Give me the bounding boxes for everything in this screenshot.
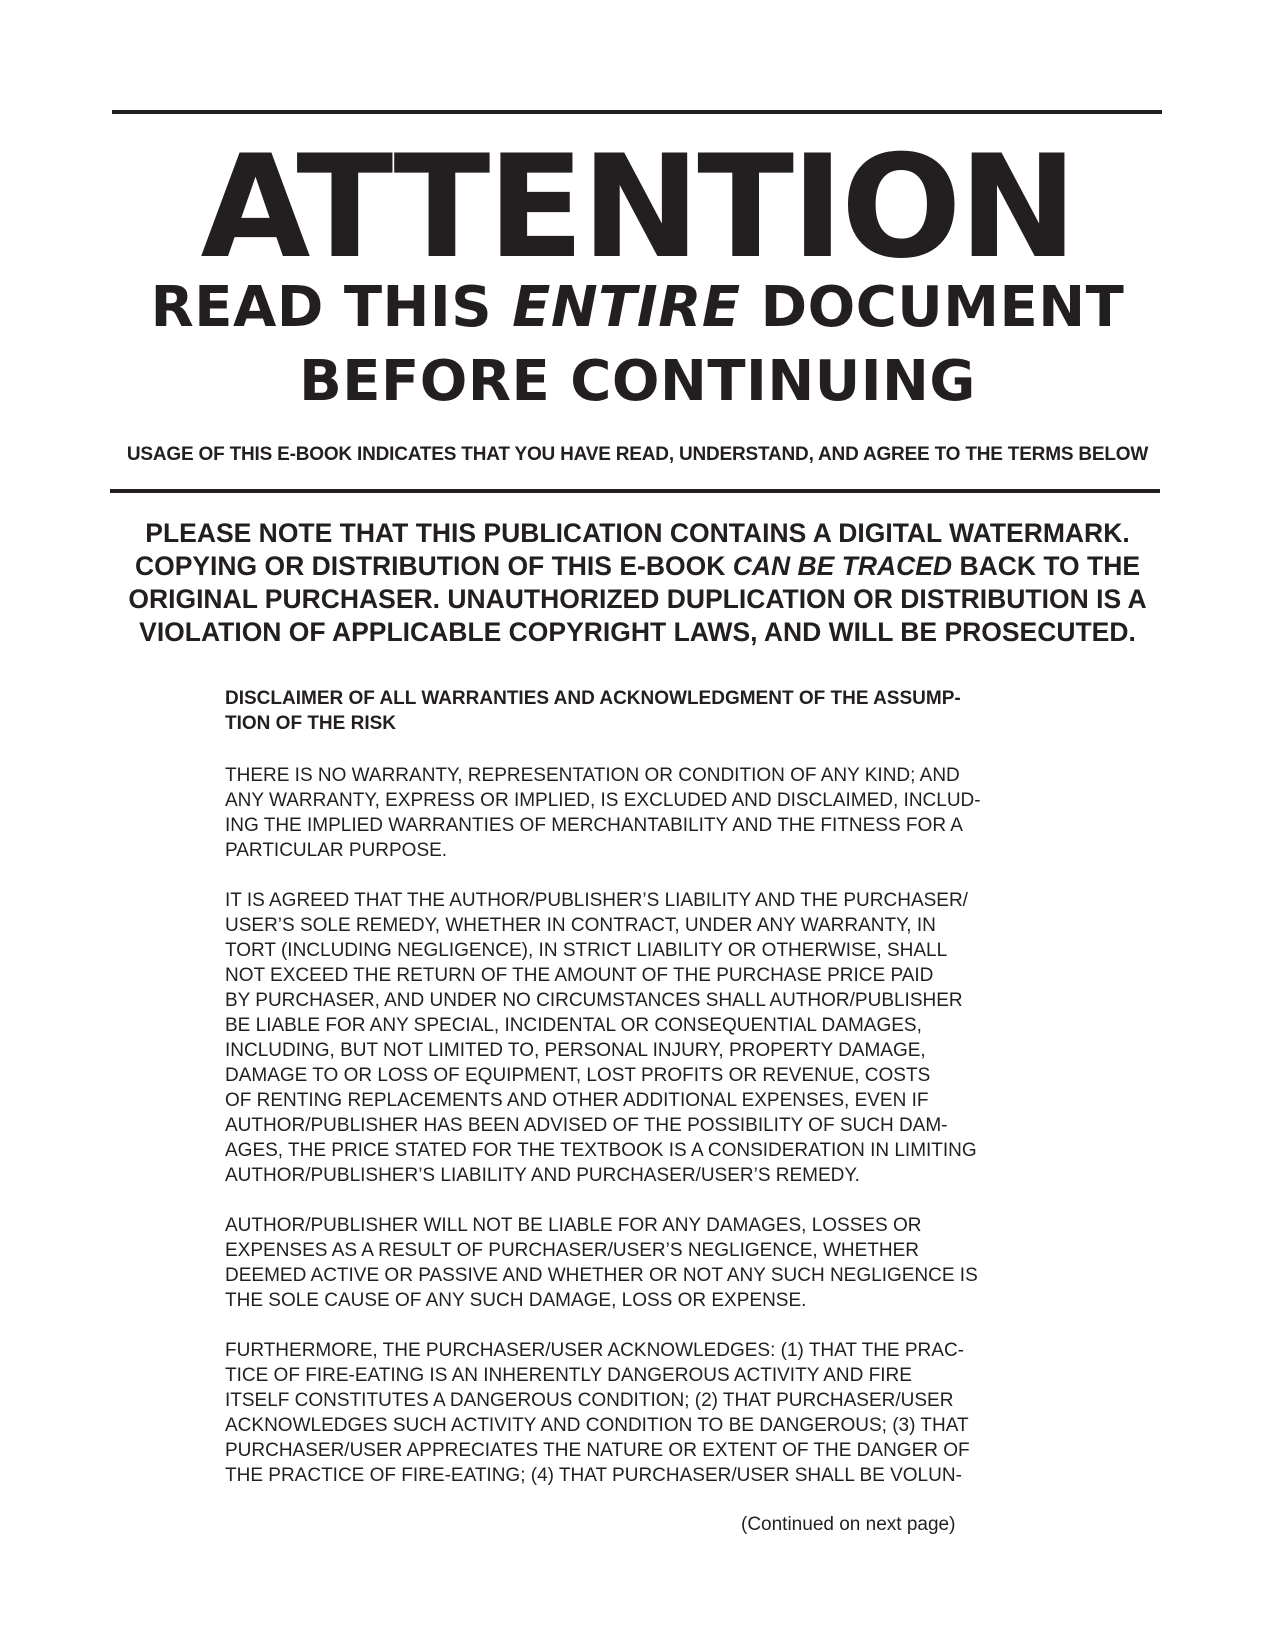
disclaimer-paragraph-1 xyxy=(225,763,1075,863)
paragraph-line: THE SOLE CAUSE OF ANY SUCH DAMAGE, LOSS OR EXPENSE. xyxy=(225,1290,807,1311)
continued-note: (Continued on next page) xyxy=(741,1514,956,1535)
paragraph-line: FURTHERMORE, THE PURCHASER/USER ACKNOWLEDGES: (1) THAT THE PRAC- xyxy=(225,1340,964,1361)
paragraph-line: TORT (INCLUDING NEGLIGENCE), IN STRICT LIABILITY OR OTHERWISE, SHALL xyxy=(225,940,948,961)
disclaimer-paragraph-2 xyxy=(225,888,1075,1188)
subtitle-line-1 xyxy=(0,272,1275,344)
paragraph-line: USER’S SOLE REMEDY, WHETHER IN CONTRACT, UNDER ANY WARRANTY, IN xyxy=(225,915,936,936)
paragraph-line: ING THE IMPLIED WARRANTIES OF MERCHANTABILITY AND THE FITNESS FOR A xyxy=(225,815,963,836)
paragraph-line: THE PRACTICE OF FIRE-EATING; (4) THAT PURCHASER/USER SHALL BE VOLUN- xyxy=(225,1465,962,1486)
paragraph-line: AUTHOR/PUBLISHER WILL NOT BE LIABLE FOR ANY DAMAGES, LOSSES OR xyxy=(225,1215,922,1236)
top-rule xyxy=(112,110,1162,114)
notice-line: VIOLATION OF APPLICABLE COPYRIGHT LAWS, AND WILL BE PROSECUTED. xyxy=(139,617,1136,647)
heading-line: DISCLAIMER OF ALL WARRANTIES AND ACKNOWLEDGMENT OF THE ASSUMP- xyxy=(225,688,961,709)
usage-statement: USAGE OF THIS E-BOOK INDICATES THAT YOU HAVE READ, UNDERSTAND, AND AGREE TO THE TERMS BELOW xyxy=(126,444,1149,465)
disclaimer-heading xyxy=(225,686,1075,736)
page-title: ATTENTION xyxy=(200,125,1075,290)
paragraph-line: BY PURCHASER, AND UNDER NO CIRCUMSTANCES SHALL AUTHOR/PUBLISHER xyxy=(225,990,963,1011)
paragraph-line: NOT EXCEED THE RETURN OF THE AMOUNT OF THE PURCHASE PRICE PAID xyxy=(225,965,934,986)
heading-line: TION OF THE RISK xyxy=(225,713,396,734)
notice-line: ORIGINAL PURCHASER. UNAUTHORIZED DUPLICATION OR DISTRIBUTION IS A xyxy=(128,584,1147,614)
paragraph-line: ITSELF CONSTITUTES A DANGEROUS CONDITION; (2) THAT PURCHASER/USER xyxy=(225,1390,954,1411)
paragraph-line: DAMAGE TO OR LOSS OF EQUIPMENT, LOST PROFITS OR REVENUE, COSTS xyxy=(225,1065,931,1086)
subtitle-pre: READ THIS xyxy=(150,275,513,340)
paragraph-line: AUTHOR/PUBLISHER’S LIABILITY AND PURCHASER/USER’S REMEDY. xyxy=(225,1165,860,1186)
subtitle-emphasis: ENTIRE xyxy=(512,275,741,340)
paragraph-line: TICE OF FIRE-EATING IS AN INHERENTLY DANGEROUS ACTIVITY AND FIRE xyxy=(225,1365,912,1386)
paragraph-line: EXPENSES AS A RESULT OF PURCHASER/USER’S NEGLIGENCE, WHETHER xyxy=(225,1240,920,1261)
paragraph-line: THERE IS NO WARRANTY, REPRESENTATION OR CONDITION OF ANY KIND; AND xyxy=(225,765,960,786)
paragraph-line: AUTHOR/PUBLISHER HAS BEEN ADVISED OF THE POSSIBILITY OF SUCH DAM- xyxy=(225,1115,948,1136)
subtitle-post: DOCUMENT xyxy=(740,275,1125,340)
paragraph-line: INCLUDING, BUT NOT LIMITED TO, PERSONAL INJURY, PROPERTY DAMAGE, xyxy=(225,1040,926,1061)
disclaimer-paragraph-3 xyxy=(225,1213,1075,1313)
disclaimer-paragraph-4 xyxy=(225,1338,1075,1488)
divider-rule xyxy=(110,489,1160,493)
notice-line-post: BACK TO THE xyxy=(952,551,1141,581)
paragraph-line: DEEMED ACTIVE OR PASSIVE AND WHETHER OR NOT ANY SUCH NEGLIGENCE IS xyxy=(225,1265,978,1286)
notice-line xyxy=(0,550,1275,583)
paragraph-line: OF RENTING REPLACEMENTS AND OTHER ADDITIONAL EXPENSES, EVEN IF xyxy=(225,1090,929,1111)
notice-line: PLEASE NOTE THAT THIS PUBLICATION CONTAINS A DIGITAL WATERMARK. xyxy=(145,518,1130,548)
paragraph-line: PURCHASER/USER APPRECIATES THE NATURE OR EXTENT OF THE DANGER OF xyxy=(225,1440,970,1461)
paragraph-line: AGES, THE PRICE STATED FOR THE TEXTBOOK IS A CONSIDERATION IN LIMITING xyxy=(225,1140,977,1161)
paragraph-line: ANY WARRANTY, EXPRESS OR IMPLIED, IS EXCLUDED AND DISCLAIMED, INCLUD- xyxy=(225,790,981,811)
paragraph-line: ACKNOWLEDGES SUCH ACTIVITY AND CONDITION TO BE DANGEROUS; (3) THAT xyxy=(225,1415,969,1436)
notice-line-emphasis: CAN BE TRACED xyxy=(732,551,953,581)
watermark-notice xyxy=(0,517,1275,649)
notice-line-pre: COPYING OR DISTRIBUTION OF THIS E-BOOK xyxy=(134,551,733,581)
paragraph-line: PARTICULAR PURPOSE. xyxy=(225,840,448,861)
paragraph-line: IT IS AGREED THAT THE AUTHOR/PUBLISHER’S LIABILITY AND THE PURCHASER/ xyxy=(225,890,968,911)
paragraph-line: BE LIABLE FOR ANY SPECIAL, INCIDENTAL OR CONSEQUENTIAL DAMAGES, xyxy=(225,1015,922,1036)
subtitle-line-2: BEFORE CONTINUING xyxy=(299,349,976,414)
